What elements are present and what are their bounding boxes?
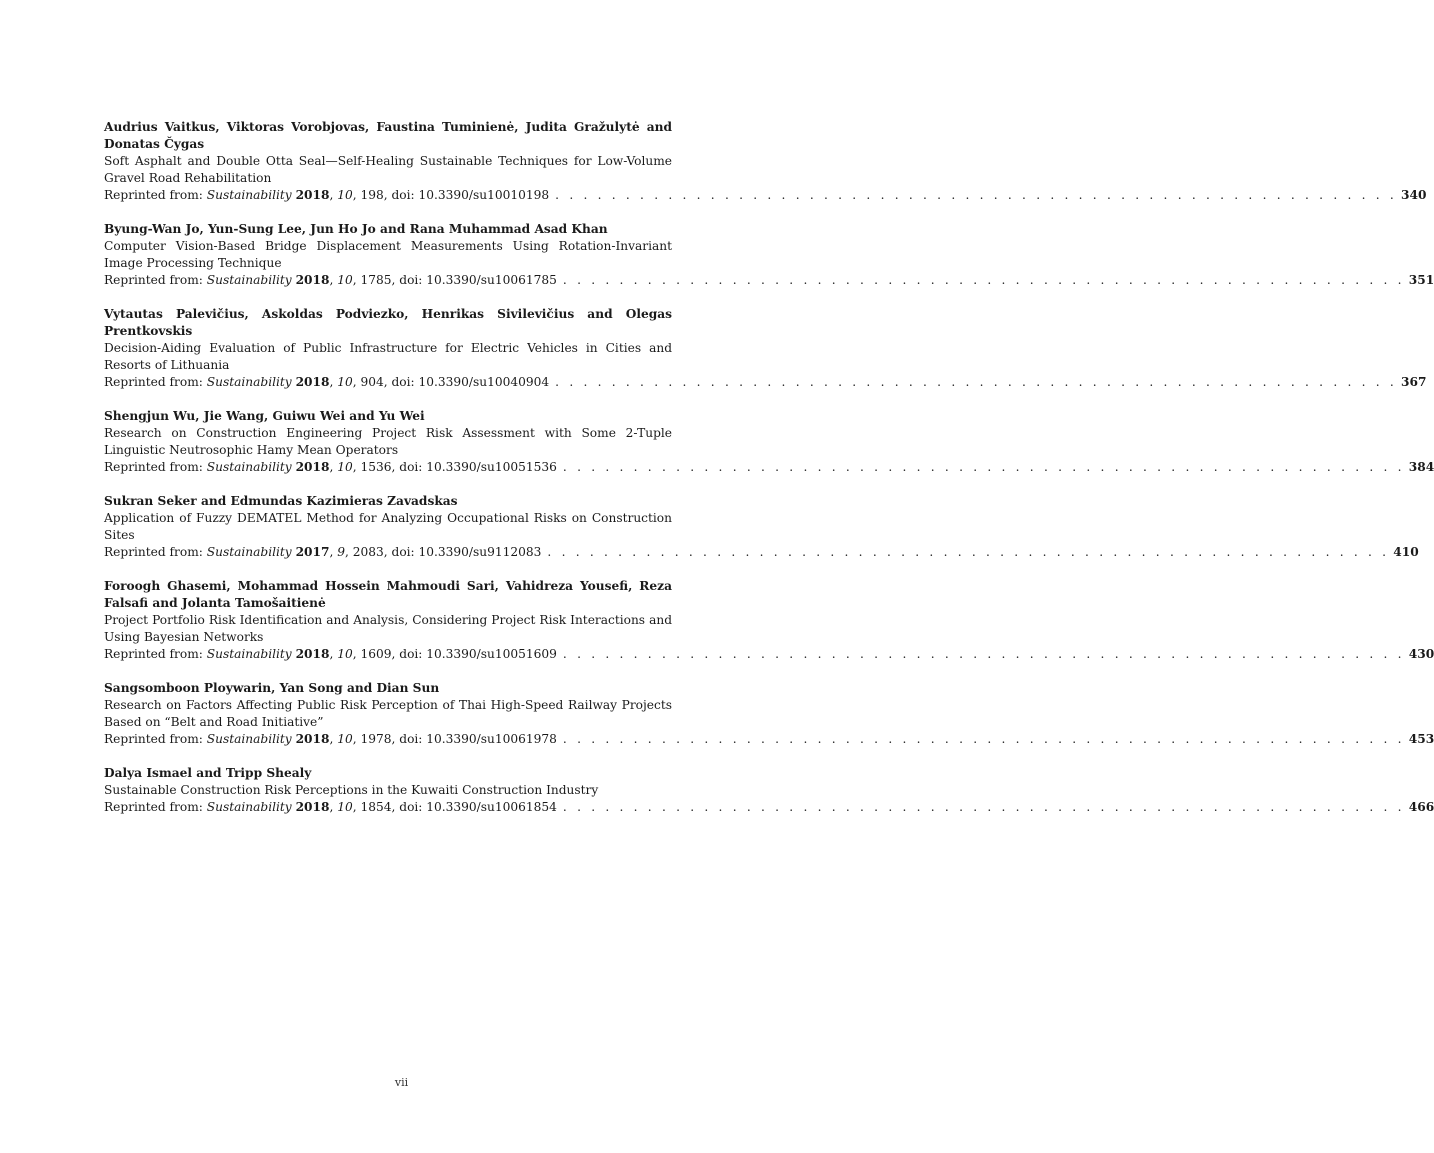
citation-journal: Sustainability (206, 800, 292, 814)
entry-page-number: 466 (1408, 800, 1434, 814)
table-of-contents (104, 119, 1434, 833)
entry-citation: Reprinted from: Sustainability 2018 , 10 , 904, doi: 10.3390/su10040904 . . . . . . . . . . . . . . . . . . . . . . . . . . . . . . . . . . . . . . . . . . . . . . . . . . . . . . . . . . . . 367 (104, 375, 1427, 389)
citation-volume: 10 (337, 375, 353, 389)
dot-leader: . . . . . . . . . . . . . . . . . . . . . . . . . . . . . . . . . . . . . . . . . . . . . . . . . . . . . . . . . . . . (562, 732, 1405, 746)
entry-citation: Reprinted from: Sustainability 2018 , 10 , 1785, doi: 10.3390/su10061785 . . . . . . . . . . . . . . . . . . . . . . . . . . . . . . . . . . . . . . . . . . . . . . . . . . . . . . . . . . . . 351 (104, 273, 1434, 287)
citation-prefix: Reprinted from: (104, 188, 203, 202)
citation-details: , 904, doi: 10.3390/su10040904 (352, 375, 550, 389)
entry-title: Application of Fuzzy DEMATEL Method for Analyzing Occupational Risks on Construction Sites (104, 511, 672, 542)
citation-prefix: Reprinted from: (104, 647, 203, 661)
citation-details: , 1978, doi: 10.3390/su10061978 (352, 732, 557, 746)
citation-volume: 10 (337, 188, 353, 202)
page-footer-number: vii (394, 1076, 409, 1089)
citation-details: , 1854, doi: 10.3390/su10061854 (352, 800, 557, 814)
toc-entry (104, 493, 1419, 561)
citation-journal: Sustainability (206, 545, 292, 559)
citation-volume: 10 (337, 732, 353, 746)
entry-authors: Audrius Vaitkus, Viktoras Vorobjovas, Faustina Tuminienė, Judita Gražulytė and Donatas Čygas (104, 120, 672, 151)
citation-prefix: Reprinted from: (104, 375, 203, 389)
entry-page-number: 410 (1393, 545, 1419, 559)
citation-journal: Sustainability (206, 375, 292, 389)
dot-leader: . . . . . . . . . . . . . . . . . . . . . . . . . . . . . . . . . . . . . . . . . . . . . . . . . . . . . . . . . . . . (562, 800, 1405, 814)
toc-entry (104, 221, 1434, 289)
dot-leader: . . . . . . . . . . . . . . . . . . . . . . . . . . . . . . . . . . . . . . . . . . . . . . . . . . . . . . . . . . . . (555, 188, 1397, 202)
entry-citation: Reprinted from: Sustainability 2018 , 10 , 198, doi: 10.3390/su10010198 . . . . . . . . . . . . . . . . . . . . . . . . . . . . . . . . . . . . . . . . . . . . . . . . . . . . . . . . . . . . 340 (104, 188, 1427, 202)
citation-details: , 1609, doi: 10.3390/su10051609 (352, 647, 557, 661)
citation-journal: Sustainability (206, 647, 292, 661)
dot-leader: . . . . . . . . . . . . . . . . . . . . . . . . . . . . . . . . . . . . . . . . . . . . . . . . . . . . . . . . . . . . (555, 375, 1397, 389)
entry-page-number: 384 (1408, 460, 1434, 474)
dot-leader: . . . . . . . . . . . . . . . . . . . . . . . . . . . . . . . . . . . . . . . . . . . . . . . . . . . . . . . . . . . . (562, 273, 1405, 287)
entry-citation: Reprinted from: Sustainability 2018 , 10 , 1854, doi: 10.3390/su10061854 . . . . . . . . . . . . . . . . . . . . . . . . . . . . . . . . . . . . . . . . . . . . . . . . . . . . . . . . . . . . 466 (104, 800, 1434, 814)
toc-entry (104, 680, 1434, 748)
entry-citation: Reprinted from: Sustainability 2017 , 9 , 2083, doi: 10.3390/su9112083 . . . . . . . . . . . . . . . . . . . . . . . . . . . . . . . . . . . . . . . . . . . . . . . . . . . . . . . . . . . . 410 (104, 545, 1419, 559)
citation-volume: 10 (337, 460, 353, 474)
citation-details: , 198, doi: 10.3390/su10010198 (352, 188, 550, 202)
citation-volume: 10 (337, 647, 353, 661)
citation-prefix: Reprinted from: (104, 732, 203, 746)
citation-journal: Sustainability (206, 273, 292, 287)
entry-page-number: 367 (1400, 375, 1427, 389)
entry-authors: Byung-Wan Jo, Yun-Sung Lee, Jun Ho Jo and Rana Muhammad Asad Khan (104, 222, 608, 236)
toc-entry (104, 765, 1434, 816)
citation-volume: 9 (337, 545, 345, 559)
entry-citation: Reprinted from: Sustainability 2018 , 10 , 1536, doi: 10.3390/su10051536 . . . . . . . . . . . . . . . . . . . . . . . . . . . . . . . . . . . . . . . . . . . . . . . . . . . . . . . . . . . . 384 (104, 460, 1434, 474)
entry-authors: Dalya Ismael and Tripp Shealy (104, 766, 312, 780)
entry-title: Computer Vision-Based Bridge Displacement Measurements Using Rotation-Invariant Image Processing Technique (104, 239, 672, 270)
toc-entry (104, 306, 1427, 391)
citation-year: 2018 (295, 460, 330, 474)
entry-authors: Vytautas Palevičius, Askoldas Podviezko, Henrikas Sivilevičius and Olegas Prentkovskis (104, 307, 672, 338)
entry-authors: Sukran Seker and Edmundas Kazimieras Zavadskas (104, 494, 458, 508)
citation-year: 2018 (295, 647, 330, 661)
citation-year: 2018 (295, 273, 330, 287)
toc-entry (104, 578, 1434, 663)
dot-leader: . . . . . . . . . . . . . . . . . . . . . . . . . . . . . . . . . . . . . . . . . . . . . . . . . . . . . . . . . . . . (547, 545, 1390, 559)
dot-leader: . . . . . . . . . . . . . . . . . . . . . . . . . . . . . . . . . . . . . . . . . . . . . . . . . . . . . . . . . . . . (562, 647, 1405, 661)
entry-title: Decision-Aiding Evaluation of Public Infrastructure for Electric Vehicles in Cities and Resorts of Lithuania (104, 341, 672, 372)
entry-title: Research on Factors Affecting Public Risk Perception of Thai High-Speed Railway Projects Based on “Belt and Road Initiative” (104, 698, 672, 729)
dot-leader: . . . . . . . . . . . . . . . . . . . . . . . . . . . . . . . . . . . . . . . . . . . . . . . . . . . . . . . . . . . . (562, 460, 1405, 474)
entry-authors: Sangsomboon Ploywarin, Yan Song and Dian Sun (104, 681, 440, 695)
entry-title: Research on Construction Engineering Project Risk Assessment with Some 2-Tuple Linguistic Neutrosophic Hamy Mean Operators (104, 426, 672, 457)
entry-page-number: 340 (1400, 188, 1427, 202)
entry-citation: Reprinted from: Sustainability 2018 , 10 , 1978, doi: 10.3390/su10061978 . . . . . . . . . . . . . . . . . . . . . . . . . . . . . . . . . . . . . . . . . . . . . . . . . . . . . . . . . . . . 453 (104, 732, 1434, 746)
entry-title: Soft Asphalt and Double Otta Seal—Self-Healing Sustainable Techniques for Low-Volume Gravel Road Rehabilitation (104, 154, 672, 185)
citation-volume: 10 (337, 800, 353, 814)
citation-prefix: Reprinted from: (104, 545, 203, 559)
entry-page-number: 351 (1408, 273, 1434, 287)
citation-year: 2018 (295, 375, 330, 389)
citation-details: , 1785, doi: 10.3390/su10061785 (352, 273, 557, 287)
entry-citation: Reprinted from: Sustainability 2018 , 10 , 1609, doi: 10.3390/su10051609 . . . . . . . . . . . . . . . . . . . . . . . . . . . . . . . . . . . . . . . . . . . . . . . . . . . . . . . . . . . . 430 (104, 647, 1434, 661)
entry-title: Sustainable Construction Risk Perceptions in the Kuwaiti Construction Industry (104, 783, 599, 797)
toc-entry (104, 119, 1427, 204)
citation-year: 2017 (295, 545, 330, 559)
entry-authors: Shengjun Wu, Jie Wang, Guiwu Wei and Yu Wei (104, 409, 425, 423)
entry-page-number: 453 (1408, 732, 1434, 746)
citation-year: 2018 (295, 732, 330, 746)
citation-journal: Sustainability (206, 188, 292, 202)
entry-title: Project Portfolio Risk Identification and Analysis, Considering Project Risk Interactions and Using Bayesian Networks (104, 613, 672, 644)
citation-details: , 1536, doi: 10.3390/su10051536 (352, 460, 557, 474)
entry-page-number: 430 (1408, 647, 1434, 661)
citation-year: 2018 (295, 800, 330, 814)
citation-prefix: Reprinted from: (104, 460, 203, 474)
citation-prefix: Reprinted from: (104, 273, 203, 287)
toc-entry (104, 408, 1434, 476)
citation-year: 2018 (295, 188, 330, 202)
citation-details: , 2083, doi: 10.3390/su9112083 (345, 545, 542, 559)
entry-authors: Foroogh Ghasemi, Mohammad Hossein Mahmoudi Sari, Vahidreza Yousefi, Reza Falsafi and Jolanta Tamošaitienė (104, 579, 672, 610)
citation-journal: Sustainability (206, 732, 292, 746)
citation-volume: 10 (337, 273, 353, 287)
citation-prefix: Reprinted from: (104, 800, 203, 814)
citation-journal: Sustainability (206, 460, 292, 474)
